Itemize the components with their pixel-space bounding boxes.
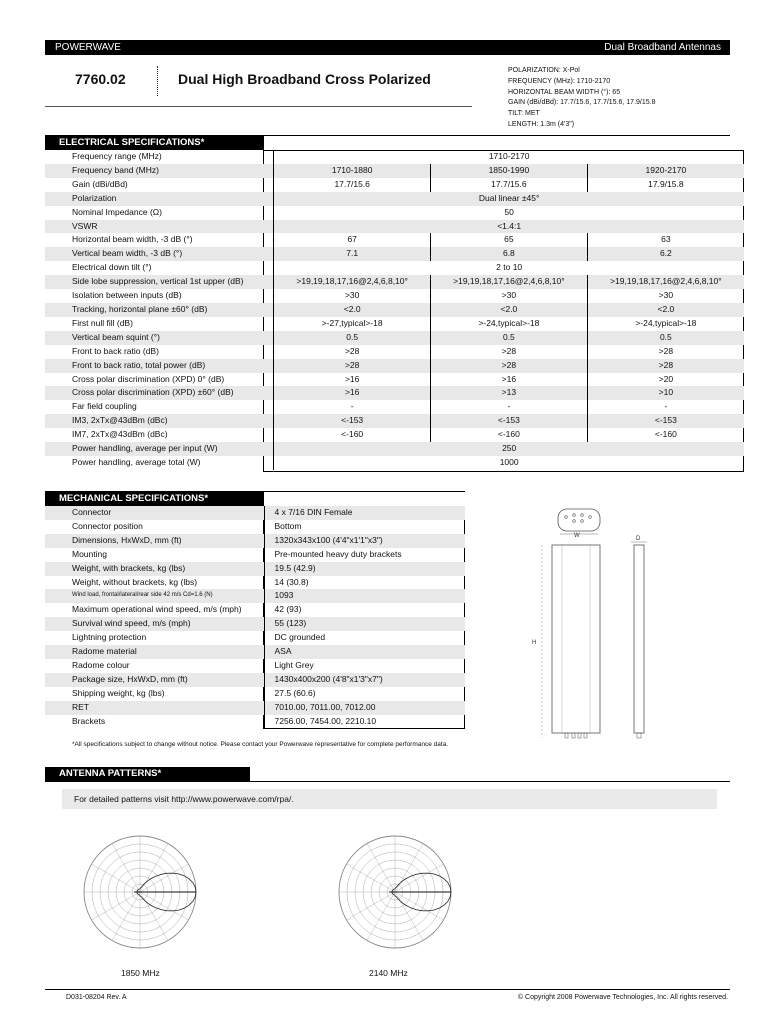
polar-grid-spoke xyxy=(395,892,423,940)
electrical-value: <-153 xyxy=(274,414,431,428)
electrical-row xyxy=(45,275,744,289)
electrical-label: Cross polar discrimination (XPD) ±60° (dB) xyxy=(72,387,234,398)
electrical-row xyxy=(45,373,744,387)
electrical-value: >30 xyxy=(431,289,588,303)
electrical-value: 17.7/15.6 xyxy=(274,178,431,192)
electrical-label: VSWR xyxy=(72,220,98,231)
electrical-row xyxy=(45,456,744,470)
electrical-value: <-160 xyxy=(431,428,588,442)
depth-label: D xyxy=(636,536,641,542)
model-number: 7760.02 xyxy=(75,71,126,87)
electrical-value: >19,19,18,17,16@2,4,6,8,10° xyxy=(431,275,588,289)
polar-grid-spoke xyxy=(395,844,423,892)
mechanical-value: 1320x343x100 (4'4"x1'1"x3") xyxy=(264,534,465,548)
electrical-value: 1000 xyxy=(274,456,744,470)
product-category: Dual Broadband Antennas xyxy=(604,42,721,53)
electrical-label: First null fill (dB) xyxy=(72,317,133,328)
electrical-value: >16 xyxy=(274,373,431,387)
header-bar xyxy=(45,40,730,55)
mechanical-row xyxy=(45,562,465,576)
electrical-label: Electrical down tilt (°) xyxy=(72,262,152,273)
mechanical-value: 19.5 (42.9) xyxy=(264,562,465,576)
polar-grid-spoke xyxy=(347,864,395,892)
mechanical-label: Radome material xyxy=(72,646,137,657)
mechanical-value: 42 (93) xyxy=(264,603,465,617)
polar-grid-spoke xyxy=(112,844,140,892)
mechanical-row xyxy=(45,576,465,590)
polar-grid-spoke xyxy=(112,892,140,940)
mechanical-row xyxy=(45,659,465,673)
electrical-value: >28 xyxy=(431,345,588,359)
electrical-value: 17.7/15.6 xyxy=(431,178,588,192)
electrical-row xyxy=(45,233,744,247)
electrical-value: <-160 xyxy=(587,428,744,442)
electrical-row xyxy=(45,386,744,400)
electrical-row xyxy=(45,359,744,373)
electrical-value: >-27,typical>-18 xyxy=(274,317,431,331)
electrical-value: Dual linear ±45° xyxy=(274,192,744,206)
mechanical-value: Bottom xyxy=(264,520,465,534)
electrical-value: 0.5 xyxy=(587,331,744,345)
mechanical-value: ASA xyxy=(264,645,465,659)
mechanical-label: Dimensions, HxWxD, mm (ft) xyxy=(72,534,182,545)
electrical-value: >-24,typical>-18 xyxy=(587,317,744,331)
polar-grid-spoke xyxy=(395,892,443,920)
electrical-label: Side lobe suppression, vertical 1st upper (dB) xyxy=(72,276,244,287)
electrical-row xyxy=(45,414,744,428)
electrical-row xyxy=(45,150,744,164)
electrical-value: >30 xyxy=(274,289,431,303)
mechanical-heading: MECHANICAL SPECIFICATIONS* xyxy=(45,492,264,506)
mechanical-label: Lightning protection xyxy=(72,632,147,643)
electrical-value: 63 xyxy=(587,233,744,247)
electrical-row xyxy=(45,317,744,331)
electrical-row xyxy=(45,331,744,345)
mechanical-row xyxy=(45,687,465,701)
electrical-value: - xyxy=(274,400,431,414)
mechanical-value: 14 (30.8) xyxy=(264,576,465,590)
electrical-row xyxy=(45,247,744,261)
electrical-row xyxy=(45,303,744,317)
mechanical-label: Brackets xyxy=(72,715,106,726)
mechanical-row xyxy=(45,715,465,729)
patterns-heading: ANTENNA PATTERNS* xyxy=(45,767,250,781)
mechanical-row xyxy=(45,617,465,631)
electrical-value: >-24,typical>-18 xyxy=(431,317,588,331)
polar-grid-spoke xyxy=(140,844,168,892)
electrical-row xyxy=(45,192,744,206)
electrical-row xyxy=(45,289,744,303)
mechanical-value: 27.5 (60.6) xyxy=(264,687,465,701)
key-spec: LENGTH: 1.3m (4'3") xyxy=(508,120,575,128)
electrical-label: IM3, 2xTx@43dBm (dBc) xyxy=(72,415,168,426)
electrical-label: Front to back ratio, total power (dB) xyxy=(72,359,206,370)
electrical-value: >28 xyxy=(274,345,431,359)
electrical-value: >28 xyxy=(431,359,588,373)
electrical-value: 67 xyxy=(274,233,431,247)
electrical-row xyxy=(45,428,744,442)
electrical-label: Horizontal beam width, -3 dB (°) xyxy=(72,234,193,245)
electrical-label: Polarization xyxy=(72,192,117,203)
electrical-label: IM7, 2xTx@43dBm (dBc) xyxy=(72,429,168,440)
mechanical-row xyxy=(45,645,465,659)
electrical-value: >28 xyxy=(587,345,744,359)
title-separator xyxy=(157,66,158,96)
electrical-label: Vertical beam squint (°) xyxy=(72,331,160,342)
mechanical-label: Weight, with brackets, kg (lbs) xyxy=(72,562,186,573)
mechanical-row xyxy=(45,631,465,645)
electrical-value: 1920-2170 xyxy=(587,164,744,178)
electrical-value: 50 xyxy=(274,206,744,220)
polar-grid-spoke xyxy=(367,892,395,940)
electrical-value: <2.0 xyxy=(431,303,588,317)
mechanical-label: Connector position xyxy=(72,520,143,531)
polar-grid-spoke xyxy=(347,892,395,920)
electrical-label: Frequency range (MHz) xyxy=(72,151,162,161)
key-specs xyxy=(508,66,656,131)
mechanical-label: Weight, without brackets, kg (lbs) xyxy=(72,576,198,587)
mechanical-label: Radome colour xyxy=(72,659,130,670)
electrical-value: >16 xyxy=(274,386,431,400)
polar-label-2140: 2140 MHz xyxy=(369,968,408,978)
electrical-label: Vertical beam width, -3 dB (°) xyxy=(72,248,183,259)
patterns-rule xyxy=(45,781,730,782)
electrical-value: 65 xyxy=(431,233,588,247)
electrical-label: Tracking, horizontal plane ±60° (dB) xyxy=(72,303,208,314)
mechanical-table xyxy=(45,506,465,729)
electrical-label: Frequency band (MHz) xyxy=(72,164,159,175)
electrical-value: 7.1 xyxy=(274,247,431,261)
mechanical-label: Survival wind speed, m/s (mph) xyxy=(72,618,191,629)
electrical-table xyxy=(45,150,744,470)
electrical-label: Isolation between inputs (dB) xyxy=(72,290,182,301)
key-spec: TILT: MET xyxy=(508,110,540,118)
key-spec: POLARIZATION: X-Pol xyxy=(508,67,580,74)
mechanical-row xyxy=(45,673,465,687)
electrical-heading: ELECTRICAL SPECIFICATIONS* xyxy=(45,136,264,150)
mechanical-value: Light Grey xyxy=(264,659,465,673)
mechanical-label: Shipping weight, kg (lbs) xyxy=(72,687,165,698)
mechanical-value: 55 (123) xyxy=(264,617,465,631)
electrical-value: >30 xyxy=(587,289,744,303)
electrical-value: >13 xyxy=(431,386,588,400)
electrical-value: >10 xyxy=(587,386,744,400)
electrical-row xyxy=(45,164,744,178)
electrical-label: Gain (dBi/dBd) xyxy=(72,178,128,189)
electrical-value: <2.0 xyxy=(274,303,431,317)
electrical-label: Cross polar discrimination (XPD) 0° (dB) xyxy=(72,373,225,384)
polar-grid-spoke xyxy=(140,864,188,892)
mechanical-value: 4 x 7/16 DIN Female xyxy=(264,506,465,520)
electrical-row xyxy=(45,345,744,359)
electrical-label: Power handling, average per input (W) xyxy=(72,443,218,454)
copyright: © Copyright 2008 Powerwave Technologies, Inc. All rights reserved. xyxy=(517,994,728,1001)
electrical-value: 1710-2170 xyxy=(274,150,744,164)
mechanical-row xyxy=(45,548,465,562)
electrical-row xyxy=(45,442,744,456)
electrical-value: <-160 xyxy=(274,428,431,442)
mechanical-row xyxy=(45,603,465,617)
electrical-value: - xyxy=(587,400,744,414)
polar-grid-spoke xyxy=(395,864,443,892)
electrical-value: >20 xyxy=(587,373,744,387)
mechanical-label: Package size, HxWxD, mm (ft) xyxy=(72,673,188,684)
electrical-value: 2 to 10 xyxy=(274,261,744,275)
spec-note: *All specifications subject to change without notice. Please contact your Powerwave representative for complete performance data. xyxy=(72,741,449,748)
electrical-label: Far field coupling xyxy=(72,401,137,412)
polar-grid-spoke xyxy=(92,864,140,892)
polar-grid-spoke xyxy=(140,892,188,920)
key-spec: HORIZONTAL BEAM WIDTH (°): 65 xyxy=(508,88,621,96)
mechanical-label: Maximum operational wind speed, m/s (mph) xyxy=(72,604,242,615)
polar-grid-spoke xyxy=(367,844,395,892)
footer-rule xyxy=(45,989,730,990)
mechanical-label: Wind load, frontal/lateral/rear side 42 m/s Cd=1.6 (N) xyxy=(72,592,213,599)
electrical-value: >19,19,18,17,16@2,4,6,8,10° xyxy=(274,275,431,289)
key-spec: GAIN (dBi/dBd): 17.7/15.6, 17.7/15.6, 17.9/15.8 xyxy=(508,99,656,107)
height-label: H xyxy=(532,640,537,646)
electrical-value: >19,19,18,17,16@2,4,6,8,10° xyxy=(587,275,744,289)
mechanical-value: 7256.00, 7454.00, 2210.10 xyxy=(264,715,465,729)
key-spec: FREQUENCY (MHz): 1710-2170 xyxy=(508,77,611,85)
polar-grid-spoke xyxy=(140,892,168,940)
electrical-value: 0.5 xyxy=(431,331,588,345)
electrical-row xyxy=(45,220,744,234)
mechanical-row xyxy=(45,520,465,534)
polar-label-1850: 1850 MHz xyxy=(121,968,160,978)
electrical-value: <-153 xyxy=(587,414,744,428)
electrical-label: Nominal Impedance (Ω) xyxy=(72,206,162,217)
mechanical-value: DC grounded xyxy=(264,631,465,645)
electrical-label: Power handling, average total (W) xyxy=(72,456,201,467)
electrical-value: 17.9/15.8 xyxy=(587,178,744,192)
product-title: Dual High Broadband Cross Polarized xyxy=(178,71,431,87)
mechanical-row xyxy=(45,534,465,548)
mechanical-row xyxy=(45,701,465,715)
electrical-value: >16 xyxy=(431,373,588,387)
electrical-value: >28 xyxy=(587,359,744,373)
mechanical-row xyxy=(45,506,465,520)
width-label: W xyxy=(574,533,580,539)
electrical-value: <-153 xyxy=(431,414,588,428)
electrical-value: 6.8 xyxy=(431,247,588,261)
electrical-value: <1.4:1 xyxy=(274,220,744,234)
mechanical-value: 1430x400x200 (4'8"x1'3"x7") xyxy=(264,673,465,687)
patterns-info: For detailed patterns visit http://www.powerwave.com/rpa/. xyxy=(62,789,717,809)
antenna-drawing xyxy=(528,505,668,745)
electrical-value: 6.2 xyxy=(587,247,744,261)
electrical-value: >28 xyxy=(274,359,431,373)
electrical-value: 250 xyxy=(274,442,744,456)
mechanical-value: 7010.00, 7011.00, 7012.00 xyxy=(264,701,465,715)
electrical-value: <2.0 xyxy=(587,303,744,317)
electrical-row xyxy=(45,206,744,220)
mechanical-value: Pre-mounted heavy duty brackets xyxy=(264,548,465,562)
electrical-value: - xyxy=(431,400,588,414)
brand-name: POWERWAVE xyxy=(55,42,121,53)
mechanical-row xyxy=(45,589,465,603)
mechanical-label: RET xyxy=(72,701,89,712)
mechanical-label: Connector xyxy=(72,507,112,517)
polar-plot-1850 xyxy=(70,822,210,962)
polar-plot-2140 xyxy=(325,822,465,962)
electrical-value: 1710-1880 xyxy=(274,164,431,178)
electrical-value: 1850-1990 xyxy=(431,164,588,178)
doc-number: D031-08204 Rev. A xyxy=(66,994,127,1001)
electrical-row xyxy=(45,178,744,192)
title-rule xyxy=(45,106,472,107)
polar-grid-spoke xyxy=(92,892,140,920)
electrical-row xyxy=(45,261,744,275)
electrical-label: Front to back ratio (dB) xyxy=(72,345,159,356)
mechanical-value: 1093 xyxy=(264,589,465,603)
mechanical-label: Mounting xyxy=(72,548,107,559)
electrical-value: 0.5 xyxy=(274,331,431,345)
electrical-row xyxy=(45,400,744,414)
